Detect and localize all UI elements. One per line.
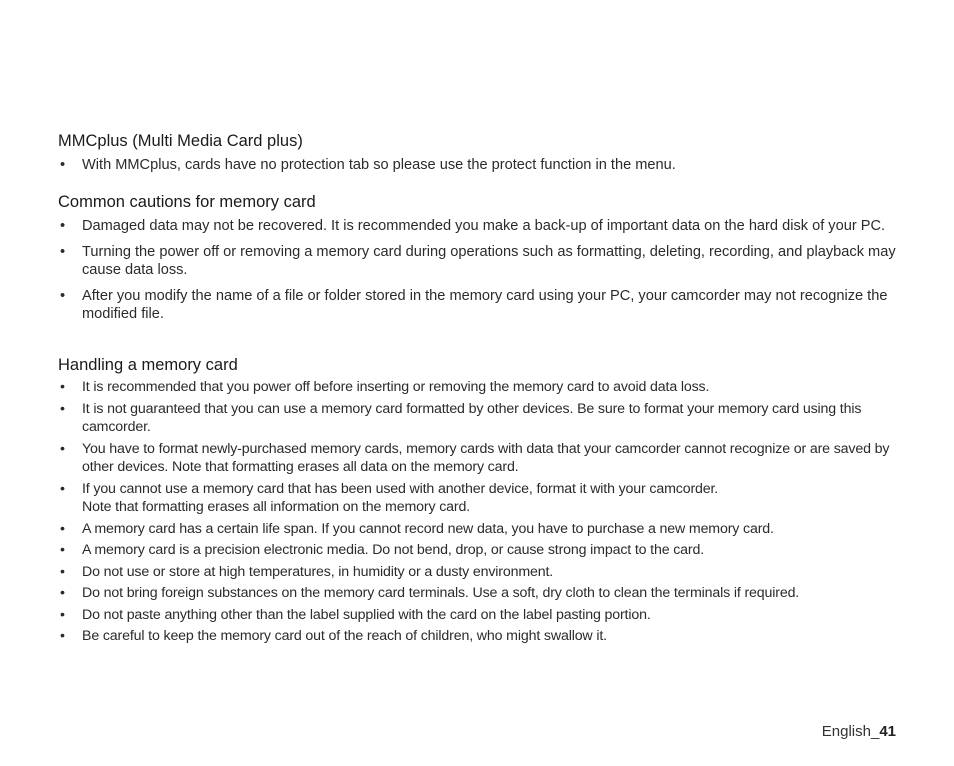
list-item-text: Turning the power off or removing a memory card during operations such as formatting, deleting, recording, and playback may cause data loss. xyxy=(82,243,896,278)
footer-language: English_ xyxy=(821,723,880,740)
list-item-text: A memory card is a precision electronic media. Do not bend, drop, or cause strong impact to the card. xyxy=(82,542,705,558)
list-item-text: Do not bring foreign substances on the memory card terminals. Use a soft, dry cloth to clean the terminals if required. xyxy=(82,585,800,601)
section-common-cautions xyxy=(58,192,898,331)
list-item xyxy=(58,584,898,603)
bullet-icon: • xyxy=(60,606,65,623)
list-item xyxy=(58,440,898,477)
list-item xyxy=(58,563,898,582)
bullet-icon: • xyxy=(60,157,66,173)
list-item-note: Note that formatting erases all information on the memory card. xyxy=(82,499,470,515)
bullet-icon: • xyxy=(60,628,65,644)
page-footer xyxy=(822,722,896,742)
list-item xyxy=(58,243,898,280)
section-heading: Handling a memory card xyxy=(58,356,238,374)
list-item-text: After you modify the name of a file or folder stored in the memory card using your PC, your camcorder may not recognize the modified file. xyxy=(82,287,888,322)
bullet-icon: • xyxy=(60,585,65,601)
list-item xyxy=(58,217,898,236)
list-item xyxy=(58,541,898,560)
list-item xyxy=(58,156,898,174)
section-handling-memory-card xyxy=(58,355,898,649)
bullet-icon: • xyxy=(60,243,66,260)
list-item-text: Do not paste anything other than the label supplied with the card on the label pasting portion. xyxy=(82,606,651,623)
section-mmcplus xyxy=(58,131,898,174)
list-item xyxy=(58,287,898,324)
bullet-list xyxy=(58,156,898,174)
list-item xyxy=(58,480,898,517)
bullet-icon: • xyxy=(60,287,66,304)
list-item-text: Do not use or store at high temperatures, in humidity or a dusty environment. xyxy=(82,563,554,580)
list-item-text: You have to format newly-purchased memory cards, memory cards with data that your camcorder cannot recognize or are saved by other devices. Note that formatting erases all data on the memory card. xyxy=(82,440,890,475)
list-item-text: If you cannot use a memory card that has been used with another device, format it with your camcorder. xyxy=(82,480,719,497)
section-heading: Common cautions for memory card xyxy=(58,193,316,211)
bullet-list xyxy=(58,378,898,646)
list-item-text: Be careful to keep the memory card out of the reach of children, who might swallow it. xyxy=(82,628,607,644)
list-item xyxy=(58,378,898,397)
bullet-icon: • xyxy=(60,480,65,497)
list-item-text: It is not guaranteed that you can use a memory card formatted by other devices. Be sure to format your memory card using this camcorder. xyxy=(82,400,862,435)
list-item xyxy=(58,627,898,646)
bullet-icon: • xyxy=(60,218,66,234)
bullet-icon: • xyxy=(60,440,65,457)
list-item-text: It is recommended that you power off before inserting or removing the memory card to avoid data loss. xyxy=(82,379,710,395)
section-heading: MMCplus (Multi Media Card plus) xyxy=(58,132,303,150)
list-item xyxy=(58,520,898,539)
bullet-icon: • xyxy=(60,542,65,558)
bullet-list xyxy=(58,217,898,324)
bullet-icon: • xyxy=(60,379,65,395)
bullet-icon: • xyxy=(60,563,65,580)
bullet-icon: • xyxy=(60,520,65,537)
list-item-text: A memory card has a certain life span. If you cannot record new data, you have to purchase a new memory card. xyxy=(82,520,774,537)
list-item xyxy=(58,400,898,437)
bullet-icon: • xyxy=(60,400,65,417)
list-item xyxy=(58,606,898,625)
list-item-text: Damaged data may not be recovered. It is recommended you make a back-up of important data on the hard disk of your PC. xyxy=(82,218,886,234)
list-item-text: With MMCplus, cards have no protection tab so please use the protect function in the menu. xyxy=(82,157,676,173)
page-number: 41 xyxy=(879,723,896,740)
